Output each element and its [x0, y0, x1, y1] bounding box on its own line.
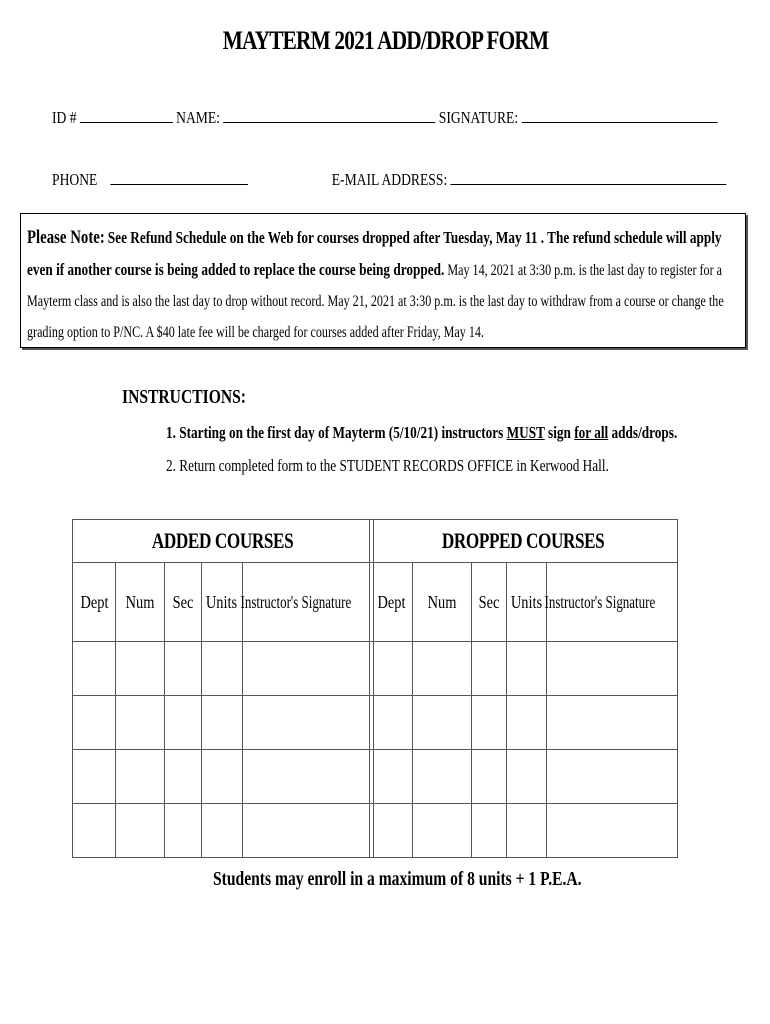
added-col-sec: Sec — [165, 563, 202, 642]
added-cell[interactable] — [116, 642, 165, 696]
dropped-cell[interactable] — [472, 642, 507, 696]
email-label: E-MAIL ADDRESS: — [331, 170, 448, 189]
instruction-item-2: 2. Return completed form to the STUDENT RECORDS OFFICE in Kerwood Hall. — [166, 456, 609, 475]
phone-email-row — [52, 170, 770, 190]
added-cell[interactable] — [165, 804, 202, 858]
added-cell[interactable] — [202, 804, 243, 858]
added-row — [73, 804, 374, 858]
dropped-column-headers — [370, 563, 678, 642]
added-column-headers — [73, 563, 374, 642]
dropped-cell[interactable] — [507, 750, 547, 804]
dropped-courses-table — [369, 519, 678, 858]
dropped-row — [370, 696, 678, 750]
name-label: NAME: — [176, 108, 220, 127]
enrollment-limit-note: Students may enroll in a maximum of 8 units + 1 P.E.A. — [213, 868, 582, 890]
added-courses-table — [72, 519, 374, 858]
name-field[interactable] — [223, 108, 435, 123]
phone-label: PHONE — [52, 170, 98, 189]
note-lead: Please Note: — [27, 227, 105, 248]
dropped-cell[interactable] — [507, 642, 547, 696]
added-col-dept: Dept — [73, 563, 116, 642]
added-cell[interactable] — [73, 642, 116, 696]
form-title-text: MAYTERM 2021 ADD/DROP FORM — [222, 26, 548, 55]
dropped-cell[interactable] — [547, 804, 678, 858]
dropped-cell[interactable] — [507, 696, 547, 750]
added-cell[interactable] — [73, 750, 116, 804]
added-courses-heading: ADDED COURSES — [73, 520, 374, 563]
added-row — [73, 696, 374, 750]
dropped-courses-heading: DROPPED COURSES — [370, 520, 678, 563]
note-bold-text: See Refund Schedule on the Web for courses dropped after Tuesday, May 11 . The refund schedule will apply even if another course is being added to replace the course being dropped. — [27, 228, 722, 279]
dropped-cell[interactable] — [472, 696, 507, 750]
dropped-cell[interactable] — [547, 642, 678, 696]
email-field[interactable] — [451, 170, 727, 185]
dropped-col-signature: Instructor's Signature — [547, 563, 678, 642]
dropped-row — [370, 642, 678, 696]
note-normal-text: May 14, 2021 at 3:30 p.m. is the last day to register for a Mayterm class and is also the last day to drop without record. May 21, 2021 at 3:30 p.m. is the last day to withdraw from a course or change the grading option to P/NC. A $40 late fee will be charged for courses added after Friday, May 14. — [27, 262, 724, 341]
added-cell[interactable] — [116, 750, 165, 804]
dropped-col-sec: Sec — [472, 563, 507, 642]
added-cell[interactable] — [202, 642, 243, 696]
added-cell[interactable] — [202, 696, 243, 750]
dropped-cell[interactable] — [370, 642, 413, 696]
dropped-cell[interactable] — [370, 696, 413, 750]
added-col-units: Units — [202, 563, 243, 642]
added-col-num: Num — [116, 563, 165, 642]
refund-note-box — [20, 213, 746, 348]
dropped-cell[interactable] — [413, 696, 472, 750]
dropped-cell[interactable] — [472, 750, 507, 804]
dropped-col-dept: Dept — [370, 563, 413, 642]
added-cell[interactable] — [165, 696, 202, 750]
dropped-cell[interactable] — [413, 804, 472, 858]
id-name-signature-row — [52, 108, 770, 128]
added-cell[interactable] — [243, 696, 374, 750]
dropped-cell[interactable] — [507, 804, 547, 858]
added-cell[interactable] — [165, 750, 202, 804]
dropped-cell[interactable] — [370, 804, 413, 858]
signature-field[interactable] — [522, 108, 718, 123]
for-all-emphasis: for all — [574, 423, 609, 442]
dropped-row — [370, 750, 678, 804]
instruction-item-1: 1. Starting on the first day of Mayterm (5/10/21) instructors MUST sign for all adds/drops. — [166, 423, 678, 442]
dropped-cell[interactable] — [547, 696, 678, 750]
dropped-row — [370, 804, 678, 858]
dropped-cell[interactable] — [413, 750, 472, 804]
signature-label: SIGNATURE: — [438, 108, 519, 127]
added-cell[interactable] — [73, 804, 116, 858]
dropped-cell[interactable] — [413, 642, 472, 696]
added-cell[interactable] — [165, 642, 202, 696]
must-emphasis: MUST — [506, 423, 545, 442]
added-cell[interactable] — [73, 696, 116, 750]
dropped-col-num: Num — [413, 563, 472, 642]
dropped-cell[interactable] — [547, 750, 678, 804]
added-cell[interactable] — [202, 750, 243, 804]
added-col-signature: Instructor's Signature — [243, 563, 374, 642]
added-cell[interactable] — [116, 696, 165, 750]
dropped-col-units: Units — [507, 563, 547, 642]
dropped-cell[interactable] — [472, 804, 507, 858]
added-cell[interactable] — [243, 642, 374, 696]
instructions-heading: INSTRUCTIONS: — [122, 386, 246, 408]
added-cell[interactable] — [243, 804, 374, 858]
phone-field[interactable] — [111, 170, 249, 185]
form-title — [0, 26, 770, 56]
added-cell[interactable] — [243, 750, 374, 804]
added-row — [73, 642, 374, 696]
dropped-cell[interactable] — [370, 750, 413, 804]
added-row — [73, 750, 374, 804]
added-cell[interactable] — [116, 804, 165, 858]
id-field[interactable] — [80, 108, 173, 123]
id-label: ID # — [52, 108, 77, 127]
